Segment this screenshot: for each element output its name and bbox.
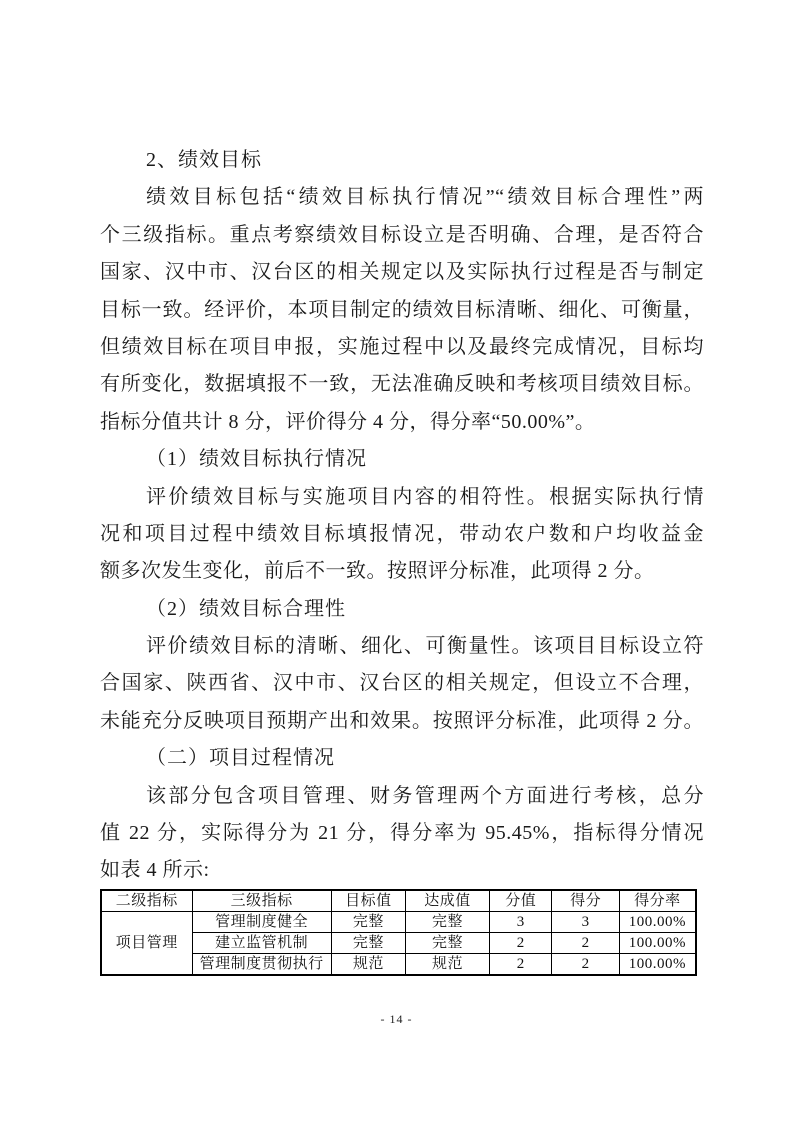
section-heading: （1）绩效目标执行情况 (146, 448, 367, 471)
section-heading: 2、绩效目标 (146, 149, 262, 171)
cell-achieved: 完整 (406, 912, 490, 933)
table-header-target: 目标值 (331, 890, 405, 912)
text-line: 如表 4 所示: (100, 859, 210, 882)
text-line: 目标一致。经评价，本项目制定的绩效目标清晰、细化、可衡量， (100, 298, 704, 321)
cell-points: 3 (490, 912, 552, 933)
text-line: 未能充分反映项目预期产出和效果。按照评分标准，此项得 2 分。 (100, 709, 704, 732)
text-line: 评价绩效目标与实施项目内容的相符性。根据实际执行情 (146, 485, 704, 508)
table-header-score: 得分 (552, 890, 619, 912)
section-heading: （二）项目过程情况 (146, 747, 335, 770)
text-line: 值 22 分，实际得分为 21 分，得分率为 95.45%，指标得分情况 (100, 822, 704, 845)
page-number: - 14 - (380, 1012, 413, 1026)
text-line: 指标分值共计 8 分，评价得分 4 分，得分率“50.00%”。 (100, 410, 596, 433)
cell-indicator: 管理制度健全 (192, 912, 331, 933)
document-body (100, 142, 704, 890)
cell-score: 2 (552, 954, 619, 976)
cell-target: 规范 (331, 954, 405, 976)
text-line: 评价绩效目标的清晰、细化、可衡量性。该项目目标设立符 (146, 635, 704, 658)
text-line: 国家、汉中市、汉台区的相关规定以及实际执行过程是否与制定 (100, 261, 704, 284)
table-header-points: 分值 (490, 890, 552, 912)
cell-indicator: 管理制度贯彻执行 (192, 954, 331, 976)
cell-achieved: 完整 (406, 933, 490, 954)
cell-points: 2 (490, 954, 552, 976)
cell-achieved: 规范 (406, 954, 490, 976)
cell-rate: 100.00% (619, 912, 696, 933)
cell-target: 完整 (331, 912, 405, 933)
text-line: 该部分包含项目管理、财务管理两个方面进行考核，总分 (146, 784, 704, 807)
cell-score: 2 (552, 933, 619, 954)
text-line: 绩效目标包括“绩效目标执行情况”“绩效目标合理性”两 (146, 186, 704, 209)
text-line: 况和项目过程中绩效目标填报情况，带动农户数和户均收益金 (100, 522, 704, 545)
cell-target: 完整 (331, 933, 405, 954)
score-table (100, 889, 697, 976)
table-header-achieved: 达成值 (406, 890, 490, 912)
text-line: 合国家、陕西省、汉中市、汉台区的相关规定，但设立不合理， (100, 672, 704, 695)
table-header-row (101, 890, 696, 912)
table-header-rate: 得分率 (619, 890, 696, 912)
table-header-level3: 三级指标 (192, 890, 331, 912)
text-line: 但绩效目标在项目申报，实施过程中以及最终完成情况，目标均 (100, 335, 704, 358)
cell-indicator: 建立监管机制 (192, 933, 331, 954)
table-row (101, 912, 696, 933)
cell-points: 2 (490, 933, 552, 954)
cell-rate: 100.00% (619, 933, 696, 954)
text-line: 额多次发生变化，前后不一致。按照评分标准，此项得 2 分。 (100, 560, 655, 583)
cell-score: 3 (552, 912, 619, 933)
row-group-label: 项目管理 (101, 912, 192, 976)
section-heading: （2）绩效目标合理性 (146, 597, 346, 620)
cell-rate: 100.00% (619, 954, 696, 976)
table-header-level2: 二级指标 (101, 890, 192, 912)
text-line: 个三级指标。重点考察绩效目标设立是否明确、合理，是否符合 (100, 223, 704, 246)
text-line: 有所变化，数据填报不一致，无法准确反映和考核项目绩效目标。 (100, 373, 704, 396)
